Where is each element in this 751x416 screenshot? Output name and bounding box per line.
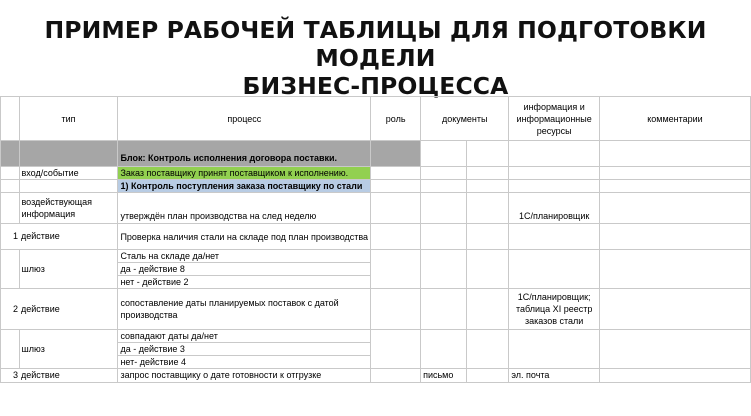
action-3-role — [371, 369, 421, 383]
block-cell-info — [509, 141, 600, 167]
action-2-role — [371, 289, 421, 330]
block-cell-rownum — [1, 141, 20, 167]
slide-title-line-2: БИЗНЕС-ПРОЦЕССА — [242, 72, 509, 100]
action-2-type: действие — [19, 289, 118, 330]
slide-title — [0, 16, 751, 100]
gateway-1-yes: да - действие 8 — [118, 263, 371, 276]
subblock-info — [509, 180, 600, 193]
gateway-2-role — [371, 330, 421, 369]
action-1-info — [509, 224, 600, 250]
gateway-1-doc1 — [421, 250, 467, 289]
gateway-2-doc1 — [421, 330, 467, 369]
subblock-rownum — [1, 180, 20, 193]
action-1-doc1 — [421, 224, 467, 250]
gateway-1-doc2 — [466, 250, 509, 289]
entry-doc2 — [466, 167, 509, 180]
header-row — [1, 97, 751, 141]
entry-event: Заказ поставщику принят поставщиком к исполнению. — [118, 167, 371, 180]
subblock-comment — [599, 180, 750, 193]
input-role — [371, 193, 421, 224]
subblock-role — [371, 180, 421, 193]
subblock-type — [19, 180, 118, 193]
action-2-comment — [599, 289, 750, 330]
action-3-type: действие — [19, 369, 118, 383]
input-process: утверждён план производства на след неделю — [118, 193, 371, 224]
gateway-2-yes: да - действие 3 — [118, 343, 371, 356]
gateway-2-row-a — [1, 330, 751, 343]
entry-doc1 — [421, 167, 467, 180]
block-cell-type — [19, 141, 118, 167]
input-doc1 — [421, 193, 467, 224]
header-role: роль — [371, 97, 421, 141]
action-3-process: запрос поставщику о дате готовности к отгрузке — [118, 369, 371, 383]
action-2-doc2 — [466, 289, 509, 330]
gateway-1-row-a — [1, 250, 751, 263]
action-1-role — [371, 224, 421, 250]
gateway-1-role — [371, 250, 421, 289]
gateway-1-rownum — [1, 250, 20, 289]
entry-role — [371, 167, 421, 180]
entry-type: вход/событие — [19, 167, 118, 180]
gateway-2-info — [509, 330, 600, 369]
gateway-1-type: шлюз — [19, 250, 118, 289]
action-1-number: 1 — [1, 224, 20, 250]
input-comment — [599, 193, 750, 224]
spreadsheet-table — [0, 96, 751, 414]
entry-info — [509, 167, 600, 180]
action-3-row — [1, 369, 751, 383]
action-1-row — [1, 224, 751, 250]
action-2-row — [1, 289, 751, 330]
action-3-number: 3 — [1, 369, 20, 383]
action-3-doc2 — [466, 369, 509, 383]
action-3-comment — [599, 369, 750, 383]
input-row — [1, 193, 751, 224]
action-2-process: сопоставление даты планируемых поставок с датой производства — [118, 289, 371, 330]
block-row — [1, 141, 751, 167]
gateway-2-doc2 — [466, 330, 509, 369]
input-doc2 — [466, 193, 509, 224]
gateway-2-rownum — [1, 330, 20, 369]
process-table — [0, 96, 751, 383]
block-cell-role — [371, 141, 421, 167]
input-info: 1С/планировщик — [509, 193, 600, 224]
header-type: тип — [19, 97, 118, 141]
input-rownum — [1, 193, 20, 224]
header-process: процесс — [118, 97, 371, 141]
block-cell-doc2 — [466, 141, 509, 167]
gateway-1-no: нет - действие 2 — [118, 276, 371, 289]
header-rownum — [1, 97, 20, 141]
action-3-info: эл. почта — [509, 369, 600, 383]
action-2-number: 2 — [1, 289, 20, 330]
subblock-doc1 — [421, 180, 467, 193]
subblock-title: 1) Контроль поступления заказа поставщику по стали — [118, 180, 371, 193]
gateway-1-comment — [599, 250, 750, 289]
subblock-row — [1, 180, 751, 193]
header-info: информация и информационные ресурсы — [509, 97, 600, 141]
gateway-2-type: шлюз — [19, 330, 118, 369]
header-documents: документы — [421, 97, 509, 141]
action-1-comment — [599, 224, 750, 250]
action-2-doc1 — [421, 289, 467, 330]
header-comments: комментарии — [599, 97, 750, 141]
action-2-info: 1С/планировщик; таблица XI реестр заказов стали — [509, 289, 600, 330]
block-cell-comment — [599, 141, 750, 167]
block-title: Блок: Контроль исполнения договора поставки. — [118, 141, 371, 167]
input-type: воздействующая информация — [19, 193, 118, 224]
gateway-1-info — [509, 250, 600, 289]
gateway-2-comment — [599, 330, 750, 369]
block-cell-doc1 — [421, 141, 467, 167]
gateway-2-no: нет- действие 4 — [118, 356, 371, 369]
subblock-doc2 — [466, 180, 509, 193]
slide-title-line-1: ПРИМЕР РАБОЧЕЙ ТАБЛИЦЫ ДЛЯ ПОДГОТОВКИ МОДЕЛИ — [44, 16, 707, 72]
gateway-2-condition: совпадают даты да/нет — [118, 330, 371, 343]
action-1-process: Проверка наличия стали на складе под план производства — [118, 224, 371, 250]
action-3-doc1: письмо — [421, 369, 467, 383]
entry-comment — [599, 167, 750, 180]
entry-row — [1, 167, 751, 180]
gateway-1-condition: Сталь на складе да/нет — [118, 250, 371, 263]
action-1-doc2 — [466, 224, 509, 250]
entry-rownum — [1, 167, 20, 180]
action-1-type: действие — [19, 224, 118, 250]
